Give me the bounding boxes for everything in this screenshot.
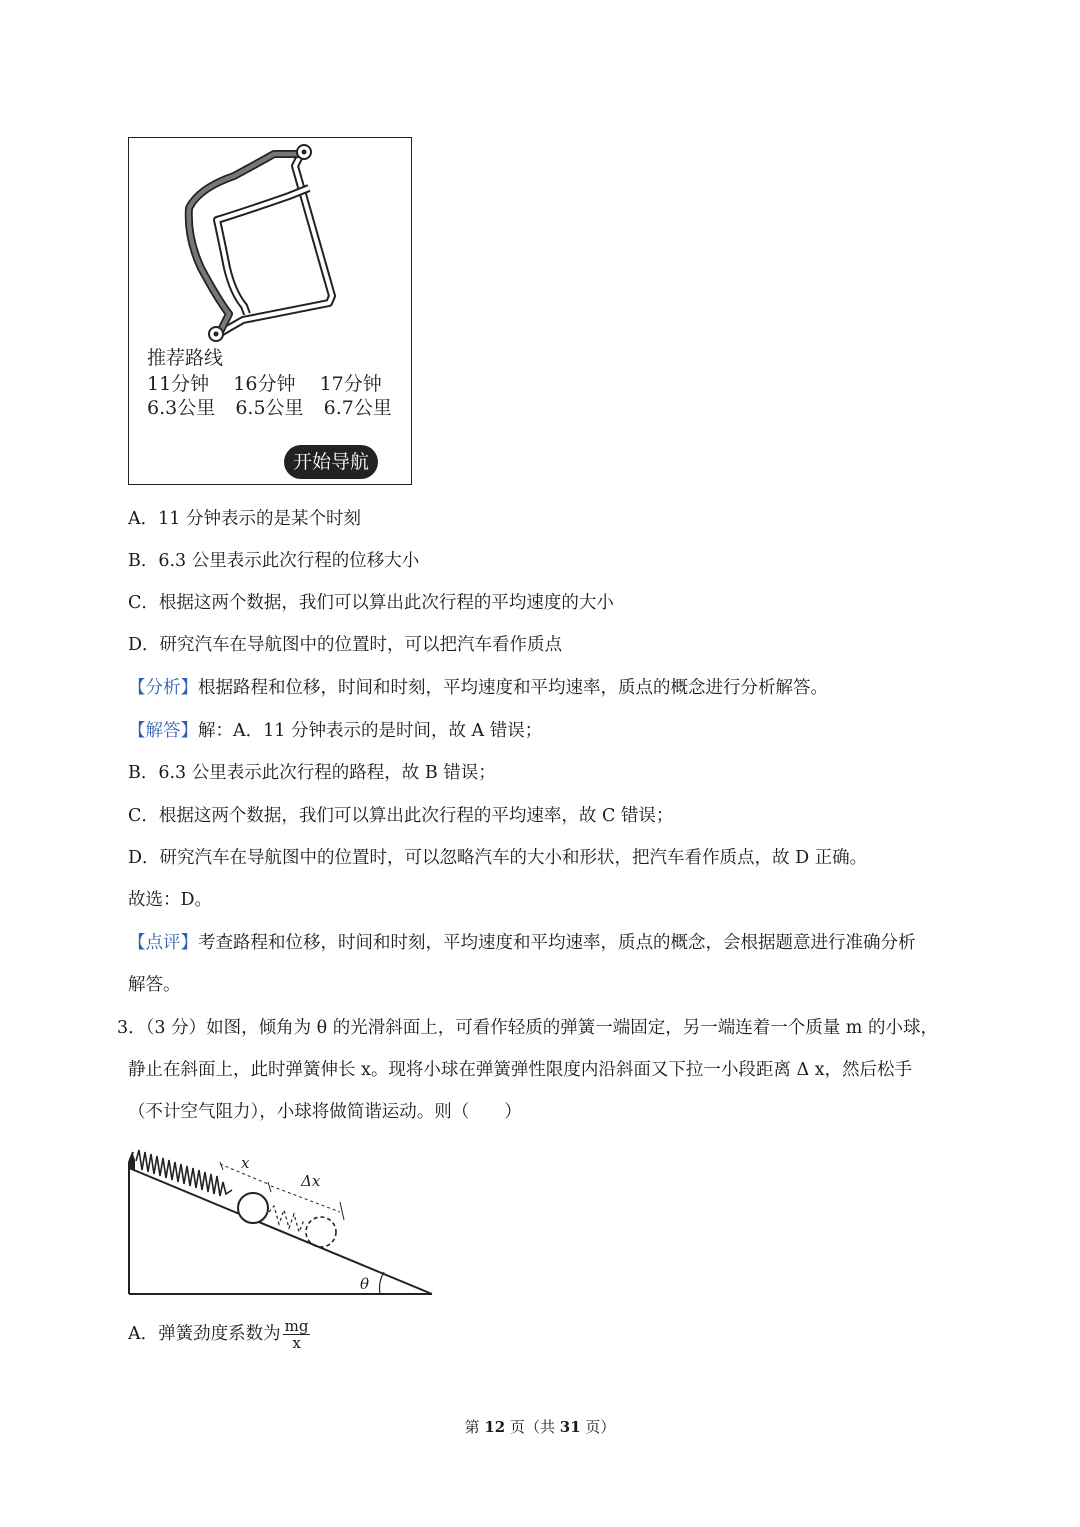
q3-option-a [128,1318,310,1351]
route-distance: 6.3公里 [147,397,216,419]
spring [136,1150,232,1196]
comment-label: 【点评】 [128,933,198,953]
x-tick [220,1162,223,1170]
route-distances [147,396,392,420]
incline-spring-figure [128,1140,438,1300]
label-dx: Δx [301,1172,321,1190]
label-x: x [241,1154,250,1172]
comment-text: 考查路程和位移，时间和时刻，平均速度和平均速率，质点的概念，会根据题意进行准确分析 [198,933,916,953]
analysis-text: 根据路程和位移，时间和时刻，平均速度和平均速率，质点的概念进行分析解答。 [198,678,828,698]
footer-page-number: 12 [484,1418,506,1436]
x-tick [268,1182,271,1192]
page-footer [0,1417,1080,1437]
q3-option-a-text: A．弹簧劲度系数为 [128,1324,281,1344]
fraction [283,1318,311,1351]
q2-option-b: B．6.3 公里表示此次行程的位移大小 [128,551,420,571]
incline-slope [129,1168,432,1294]
answer-label: 【解答】 [128,721,198,741]
dx-tick [340,1202,344,1220]
q2-answer-line [128,719,542,743]
q3-stem-line: 静止在斜面上，此时弹簧伸长 x。现将小球在弹簧弹性限度内沿斜面又下拉一小段距离 Δ x，然后松手 [128,1060,913,1080]
fraction-denominator: x [292,1334,301,1352]
route-distance: 6.7公里 [323,397,392,419]
end-marker-dot [302,150,307,155]
q3-stem-line: 3．（3 分）如图，倾角为 θ 的光滑斜面上，可看作轻质的弹簧一端固定，另一端连着一个质量 m 的小球， [117,1018,938,1038]
navigation-map-figure [128,137,412,485]
label-theta: θ [360,1275,370,1293]
q2-option-c: C．根据这两个数据，我们可以算出此次行程的平均速度的大小 [128,593,614,613]
route-times [147,372,382,396]
q2-analysis [128,676,828,700]
analysis-label: 【分析】 [128,678,198,698]
q2-answer-choice: 故选：D。 [128,890,213,910]
map-title: 推荐路线 [147,347,224,369]
answer-text: 解：A．11 分钟表示的是时间，故 A 错误； [198,721,543,741]
theta-arc [380,1272,385,1294]
q2-comment [128,931,916,955]
footer-total-pages: 31 [559,1418,581,1436]
q2-comment-cont: 解答。 [128,975,181,995]
q2-option-a: A．11 分钟表示的是某个时刻 [128,509,361,529]
q2-answer-line: C．根据这两个数据，我们可以算出此次行程的平均速率，故 C 错误； [128,806,674,826]
route-time: 16分钟 [233,373,296,395]
route-time: 17分钟 [319,373,382,395]
q2-option-d: D．研究汽车在导航图中的位置时，可以把汽车看作质点 [128,635,563,655]
footer-middle: 页（共 [505,1418,560,1436]
route-distance: 6.5公里 [235,397,304,419]
q3-stem-line: （不计空气阻力），小球将做简谐运动。则（ ） [128,1102,522,1122]
ball [238,1193,268,1223]
route-map-drawing [129,138,413,486]
ball-displaced [306,1217,336,1247]
q2-answer-line: D．研究汽车在导航图中的位置时，可以忽略汽车的大小和形状，把汽车看作质点，故 D 正确。 [128,848,868,868]
fraction-numerator: mg [284,1317,309,1335]
route-time: 11分钟 [147,373,210,395]
q2-answer-line: B．6.3 公里表示此次行程的路程，故 B 错误； [128,763,496,783]
footer-suffix: 页） [580,1418,616,1436]
start-navigation-button[interactable]: 开始导航 [284,445,378,479]
route-fill-2 [217,188,309,314]
start-marker-dot [214,332,219,337]
footer-prefix: 第 [464,1418,485,1436]
